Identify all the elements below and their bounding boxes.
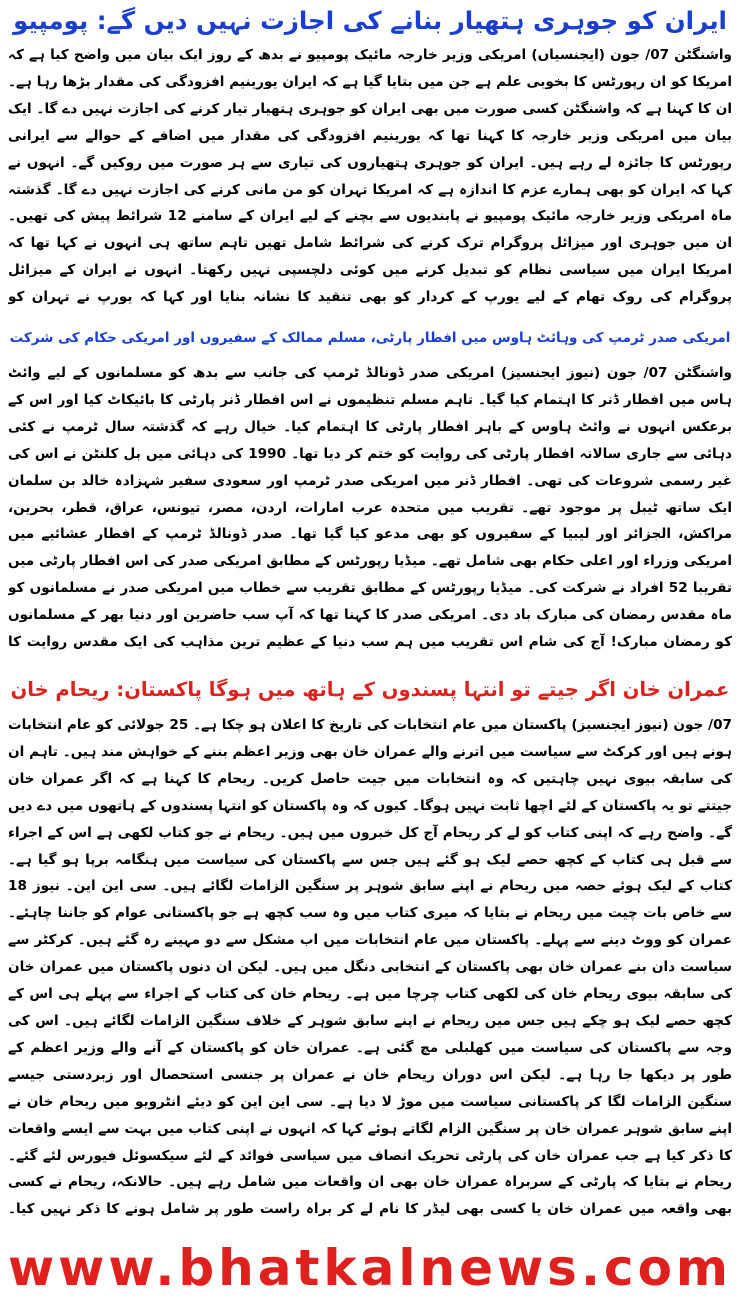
article-headline: امریکی صدر ٹرمپ کی وہائٹ ہاوس میں افطار پارٹی، مسلم ممالک کے سفیروں اور امریکی حکام کی شرکت [9, 330, 731, 346]
website-footer: www.bhatkalnews.com [7, 1240, 733, 1297]
article-headline: عمران خان اگر جیتے تو انتہا پسندوں کے ہاتھ میں ہوگا پاکستان: ریحام خان [10, 678, 730, 701]
article-body: واشنگٹن 07/ جون (ایجنسیاں) امریکی وزیر خارجہ مائیک پومپیو نے بدھ کے روز ایک بیان میں واضح کیا ہے کہ امریکا کو ان رپورٹس کا بخوبی علم ہے جن میں بتایا گیا ہے کہ ایران یورینیم افزودگی کی مقدار بڑھا رہا ہے۔ ان کا کہنا ہے کہ واشنگٹن کسی صورت میں بھی ایران کو جوہری ہتھیار تیار کرنے کی اجازت نہیں دے گا۔ ایک بیان میں امریکی وزیر خارجہ کا کہنا تھا کہ یورینیم افزودگی کی مقدار میں اضافے کے حوالے سے ایرانی رپورٹس کا جائزہ لے رہے ہیں۔ ایران کو جوہری ہتھیاروں کی تیاری سے ہر صورت میں روکیں گے۔ انہوں نے کہا کہ ایران کو بھی ہمارے عزم کا اندازہ ہے کہ امریکا تہران کو من مانی کرنے کی اجازت نہیں دے گا۔ گذشتہ ماہ امریکی وزیر خارجہ مائیک پومپیو نے پابندیوں سے بچنے کے لیے ایران کے سامنے 12 شرائط پیش کی تھیں۔ ان میں جوہری اور میزائل پروگرام ترک کرنے کی شرائط شامل تھیں تاہم ساتھ ہی انہوں نے کہا تھا کہ امریکا ایران میں سیاسی نظام کو تبدیل کرنے میں کوئی دلچسپی نہیں رکھتا۔ انہوں نے ایران کے میزائل پروگرام کی روک تھام کے لیے یورپ کے کردار کو بھی تنقید کا نشانہ بنایا اور کہا کہ یورپ نے تہران کو [8, 47, 732, 306]
article-reham-khan [0, 668, 740, 1227]
article-body: واشنگٹن 07/ جون (نیوز ایجنسیز) امریکی صدر ڈونالڈ ٹرمپ کی جانب سے بدھ کو مسلمانوں کے لیے وائٹ ہاس میں افطار ڈنر کا اہتمام کیا گیا۔ تاہم مسلم تنظیموں نے اس افطار ڈنر پارٹی کا بائیکاٹ کیا اور اس کے برعکس انہوں نے وائٹ ہاوس کے باہر افطار پارٹی کا اہتمام کیا۔ خیال رہے کہ گذشتہ سال ٹرمپ نے کئی دہائی سے جاری سالانہ افطار پارٹی کی روایت کو ختم کر دیا تھا۔ 1990 کی دہائی میں بل کلنٹن نے اس کی غیر رسمی شروعات کی تھی۔ افطار ڈنر میں امریکی صدر ٹرمپ اور سعودی سفیر شہزادہ خالد بن سلمان ایک ساتھ ٹیبل پر موجود تھے۔ تقریب میں متحدہ عرب امارات، اردن، مصر، تیونس، عراق، قطر، بحرین، مراکش، الجزائر اور لیبیا کے سفیروں کو بھی مدعو کیا گیا تھا۔ صدر ڈونالڈ ٹرمپ کے افطار عشائیے میں امریکی وزراء اور اعلی حکام بھی شامل تھے۔ میڈیا رپورٹس کے مطابق امریکی صدر کی اس افطار پارٹی میں تقریبا 52 افراد نے شرکت کی۔ میڈیا رپورٹس کے مطابق تقریب سے خطاب میں امریکی صدر نے مسلمانوں کو ماہ مقدس رمضان کی مبارک باد دی۔ امریکی صدر کا کہنا تھا کہ آپ سب حاضرین اور دنیا بھر کے مسلمانوں کو رمضان مبارک! آج کی شام اس تقریب میں ہم سب دنیا کے عظیم ترین مذاہب کی ایک مقدس روایت کا [8, 365, 732, 651]
article-body: 07/ جون (نیوز ایجنسیز) پاکستان میں عام انتخابات کی تاریخ کا اعلان ہو چکا ہے۔ 25 جولائی کو عام انتخابات ہونے ہیں اور کرکٹ سے سیاست میں اترنے والے عمران خان بھی وزیر اعظم بننے کے خواہش مند ہیں۔ تاہم ان کی سابقہ بیوی نہیں چاہتیں کہ وہ انتخابات میں جیت حاصل کریں۔ ریحام کا کہنا ہے کہ اگر عمران خان جیتتے تو یہ پاکستان کے لئے اچھا ثابت نہیں ہوگا۔ کیوں کہ وہ پاکستان کو انتہا پسندوں کے ہاتھوں میں دے دیں گے۔ واضح رہے کہ اپنی کتاب کو لے کر ریحام آج کل خبروں میں ہیں۔ ریحام نے جو کتاب لکھی ہے اس کے اجراء سے قبل ہی کتاب کے کچھ حصے لیک ہو گئے ہیں جس سے پاکستان کی سیاست میں ہنگامہ برپا ہو گیا ہے۔ کتاب کے لیک ہوئے حصہ میں ریحام نے اپنے سابق شوہر پر سنگین الزامات لگائے ہیں۔ سی این این۔ نیوز 18 سے خاص بات چیت میں ریحام نے بتایا کہ میری کتاب میں وہ سب کچھ ہے جو پاکستانی عوام کو جاننا چاہئے۔ عمران کو ووٹ دینے سے پہلے۔ پاکستان میں عام انتخابات میں اب مشکل سے دو مہینے رہ گئے ہیں۔ کرکٹر سے سیاست دان بنے عمران خان بھی پاکستان کے انتخابی دنگل میں ہیں۔ لیکن ان دنوں پاکستان میں عمران خان کی سابقہ بیوی ریحام خان کی لکھی کتاب چرچا میں ہے۔ ریحام خان کی کتاب کے اجراء سے پہلے ہی اس کے کچھ حصے لیک ہو چکے ہیں جس میں ریحام نے اپنے سابق شوہر کے خلاف سنگین الزامات لگائے ہیں۔ اس کی وجہ سے پاکستان کی سیاست میں کھلبلی مچ گئی ہے۔ عمران خان کو پاکستان کے آنے والے وزیر اعظم کے طور پر دیکھا جا رہا ہے۔ لیکن اس دوران ریحام خان نے عمران پر جنسی استحصال اور زبردستی جیسے سنگین الزامات لگا کر پاکستانی سیاست میں موڑ لا دیا ہے۔ سی این این کو دیئے انٹرویو میں ریحام خان نے اپنے سابق شوہر عمران خان پر سنگین الزام لگاتے ہوئے کہا کہ انہوں نے اپنی کتاب میں بہت سے ایسے واقعات کا ذکر کیا ہے جب عمران خان کی پارٹی تحریک انصاف میں سیاسی فوائد کے لئے سیکسوئل فیورس لئے گئے۔ ریحام نے بتایا کہ پارٹی کے سربراہ عمران خان بھی ان واقعات میں شامل رہے ہیں۔ حالانکہ، ریحام نے کسی بھی واقعہ میں عمران خان یا کسی بھی لیڈر کا نام لے کر براہ راست طور پر شامل ہونے کا ذکر نہیں کیا۔ [8, 717, 732, 1218]
article-iran-nuclear [0, 0, 740, 310]
article-white-house-iftar [0, 316, 740, 658]
article-headline: ایران کو جوہری ہتھیار بنانے کی اجازت نہیں دیں گے: پومپیو [13, 6, 727, 35]
